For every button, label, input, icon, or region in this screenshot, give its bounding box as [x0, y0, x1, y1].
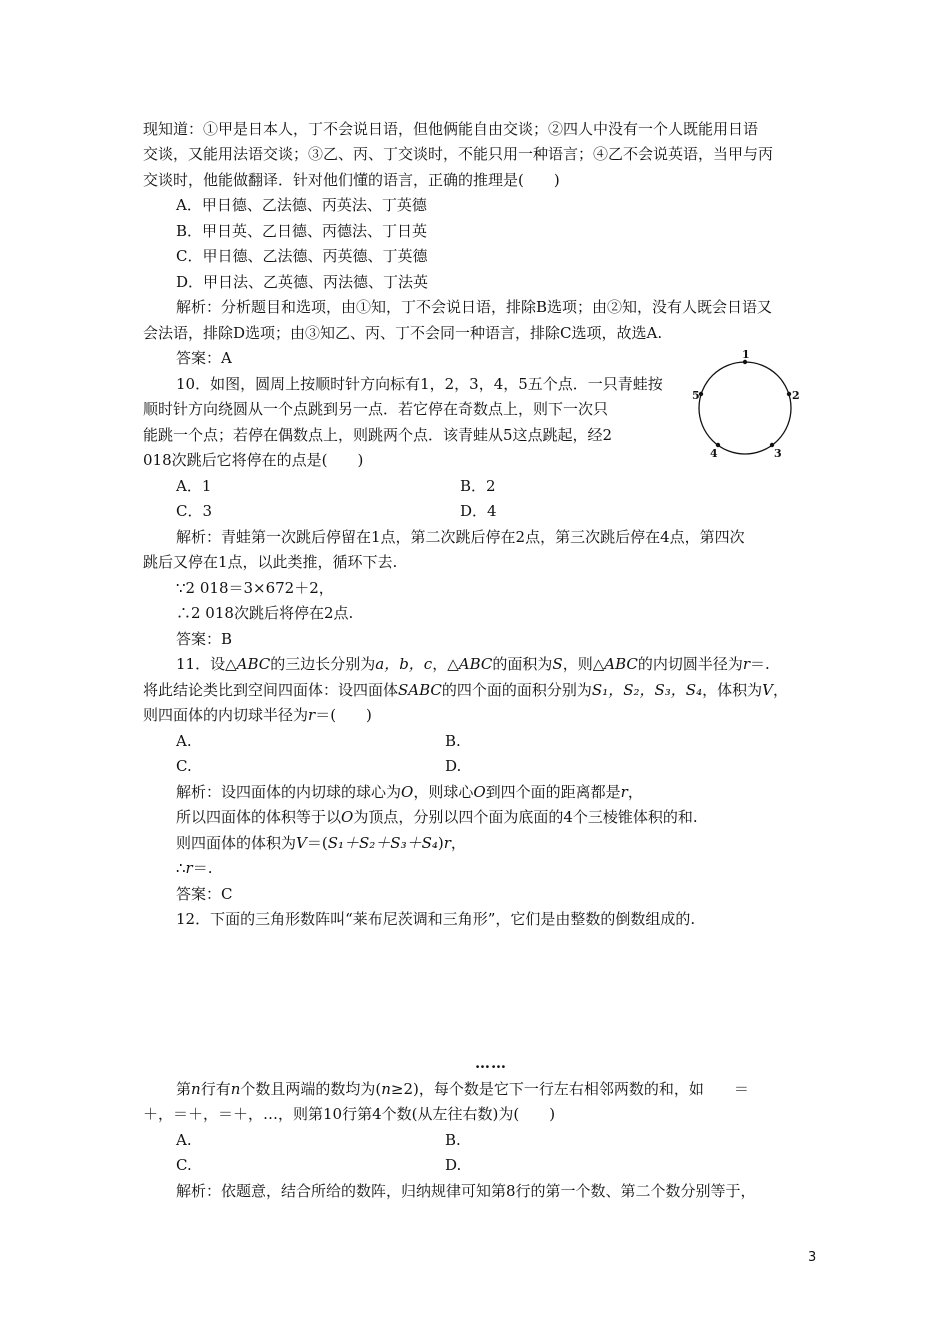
q9-stem-line-3: 交谈时，他能做翻译．针对他们懂的语言，正确的推理是( ) — [143, 171, 560, 189]
q11-option-a: A. — [176, 732, 192, 750]
q10-analysis-line-2: 跳后又停在1点，以此类推，循环下去. — [143, 553, 398, 571]
q9-option-b: B．甲日英、乙日德、丙德法、丁日英 — [176, 222, 428, 240]
q12-option-d: D. — [445, 1156, 462, 1174]
q9-option-c: C．甲日德、乙法德、丙英德、丁英德 — [176, 247, 428, 265]
q12-analysis: 解析：依题意，结合所给的数阵，归纳规律可知第8行的第一个数、第二个数分别等于， — [176, 1182, 756, 1200]
q9-option-d: D．甲日法、乙英德、丙法德、丁法英 — [176, 273, 429, 291]
q11-stem-line-3: 则四面体的内切球半径为r＝( ) — [143, 706, 372, 724]
q11-analysis-line-4: ∴r＝. — [176, 859, 213, 877]
q12-ellipsis: …… — [475, 1054, 507, 1072]
q9-analysis-line-2: 会法语，排除D选项；由③知乙、丙、丁不会同一种语言，排除C选项，故选A. — [143, 324, 663, 342]
diagram-point-2 — [787, 392, 791, 396]
diagram-label-5: 5 — [692, 389, 700, 402]
q10-answer: 答案：B — [176, 630, 233, 648]
q11-option-d: D. — [445, 757, 462, 775]
q9-analysis-line-1: 解析：分析题目和选项，由①知，丁不会说日语，排除B选项；由②知，没有人既会日语又 — [176, 298, 773, 316]
q10-stem-line-3: 能跳一个点；若停在偶数点上，则跳两个点．该青蛙从5这点跳起，经2 — [143, 426, 613, 444]
q10-stem-line-4: 018次跳后它将停在的点是( ) — [143, 451, 364, 469]
q11-answer: 答案：C — [176, 885, 233, 903]
q12-option-c: C. — [176, 1156, 192, 1174]
q10-analysis-line-1: 解析：青蛙第一次跳后停留在1点，第二次跳后停在2点，第三次跳后停在4点，第四次 — [176, 528, 745, 546]
q10-option-c: C．3 — [176, 502, 213, 520]
q11-stem-line-1: 11．设△ABC的三边长分别为a，b，c，△ABC的面积为S，则△ABC的内切圆半径为r＝. — [176, 655, 770, 673]
q9-stem-line-1: 现知道：①甲是日本人，丁不会说日语，但他俩能自由交谈；②四人中没有一个人既能用日语 — [143, 120, 759, 138]
q11-option-c: C. — [176, 757, 192, 775]
q10-because-line: ∵2 018＝3×672＋2， — [176, 579, 334, 597]
q10-therefore-line: ∴2 018次跳后将停在2点. — [176, 604, 354, 622]
q9-option-a: A．甲日德、乙法德、丙英法、丁英德 — [176, 196, 427, 214]
q10-option-a: A．1 — [176, 477, 212, 495]
q11-option-b: B. — [445, 732, 461, 750]
q9-stem-line-2: 交谈，又能用法语交谈；③乙、丙、丁交谈时，不能只用一种语言；④乙不会说英语，当甲与丙 — [143, 145, 774, 163]
q10-option-b: B．2 — [460, 477, 496, 495]
q11-stem-line-2: 将此结论类比到空间四面体：设四面体SABC的四个面的面积分别为S₁，S₂，S₃，S₄，体积为V， — [143, 681, 788, 699]
q11-analysis-line-1: 解析：设四面体的内切球的球心为O，则球心O到四个面的距离都是r， — [176, 783, 643, 801]
q12-line-2: 第n行有n个数且两端的数均为(n≥2)，每个数是它下一行左右相邻两数的和，如 ＝ — [176, 1080, 749, 1098]
q12-option-a: A. — [176, 1131, 192, 1149]
q12-stem: 12．下面的三角形数阵叫“莱布尼茨调和三角形”，它们是由整数的倒数组成的. — [176, 910, 696, 928]
page-number: 3 — [808, 1250, 817, 1265]
diagram-label-1: 1 — [742, 348, 750, 361]
diagram-label-2: 2 — [792, 389, 800, 402]
q12-line-3: ＋，＝＋，＝＋，…，则第10行第4个数(从左往右数)为( ) — [143, 1105, 556, 1123]
diagram-circle — [699, 362, 791, 454]
diagram-label-3: 3 — [774, 447, 782, 460]
q11-analysis-line-3: 则四面体的体积为V＝(S₁＋S₂＋S₃＋S₄)r， — [176, 834, 466, 852]
q10-stem-line-1: 10．如图，圆周上按顺时针方向标有1，2，3，4，5五个点．一只青蛙按 — [176, 375, 663, 393]
q10-stem-line-2: 顺时针方向绕圆从一个点跳到另一点．若它停在奇数点上，则下一次只 — [143, 400, 609, 418]
q11-analysis-line-2: 所以四面体的体积等于以O为顶点，分别以四个面为底面的4个三棱锥体积的和. — [176, 808, 698, 826]
q10-option-d: D．4 — [460, 502, 497, 520]
diagram-label-4: 4 — [710, 447, 718, 460]
q12-option-b: B. — [445, 1131, 461, 1149]
circle-diagram — [690, 348, 840, 463]
q9-answer: 答案：A — [176, 349, 232, 367]
